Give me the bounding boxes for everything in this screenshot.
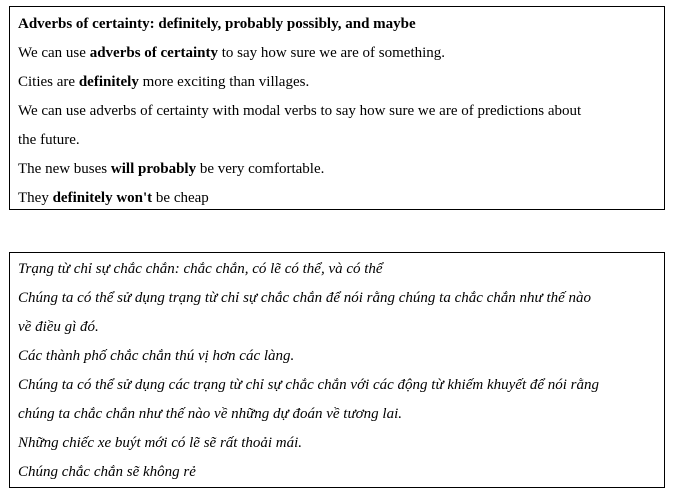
english-line-3: We can use adverbs of certainty with modal verbs to say how sure we are of predictions about — [18, 103, 582, 119]
english-text-box — [9, 6, 665, 210]
vietnamese-line: về điều gì đó. — [18, 319, 99, 335]
vietnamese-line: Các thành phố chắc chắn thú vị hơn các làng. — [18, 348, 295, 364]
english-line-5: The new buses will probably be very comfortable. — [18, 161, 325, 177]
vietnamese-line: chúng ta chắc chắn như thế nào về những dự đoán về tương lai. — [18, 406, 402, 422]
vietnamese-text-box — [9, 252, 665, 488]
vietnamese-line: Những chiếc xe buýt mới có lẽ sẽ rất thoải mái. — [18, 435, 303, 451]
vietnamese-line: Chúng ta có thể sử dụng trạng từ chỉ sự chắc chắn để nói rằng chúng ta chắc chắn như thế nào — [18, 290, 592, 306]
vietnamese-line: Chúng chắc chắn sẽ không rẻ — [18, 464, 196, 480]
english-line-6: They definitely won't be cheap — [18, 190, 209, 206]
english-title: Adverbs of certainty: definitely, probably possibly, and maybe — [18, 16, 416, 32]
english-line-1: We can use adverbs of certainty to say how sure we are of something. — [18, 45, 446, 61]
vietnamese-line: Trạng từ chỉ sự chắc chắn: chắc chắn, có lẽ có thể, và có thể — [18, 261, 383, 277]
english-line-2: Cities are definitely more exciting than villages. — [18, 74, 310, 90]
english-line-4: the future. — [18, 132, 80, 148]
vietnamese-line: Chúng ta có thể sử dụng các trạng từ chỉ sự chắc chắn với các động từ khiếm khuyết để nói rằng — [18, 377, 600, 393]
